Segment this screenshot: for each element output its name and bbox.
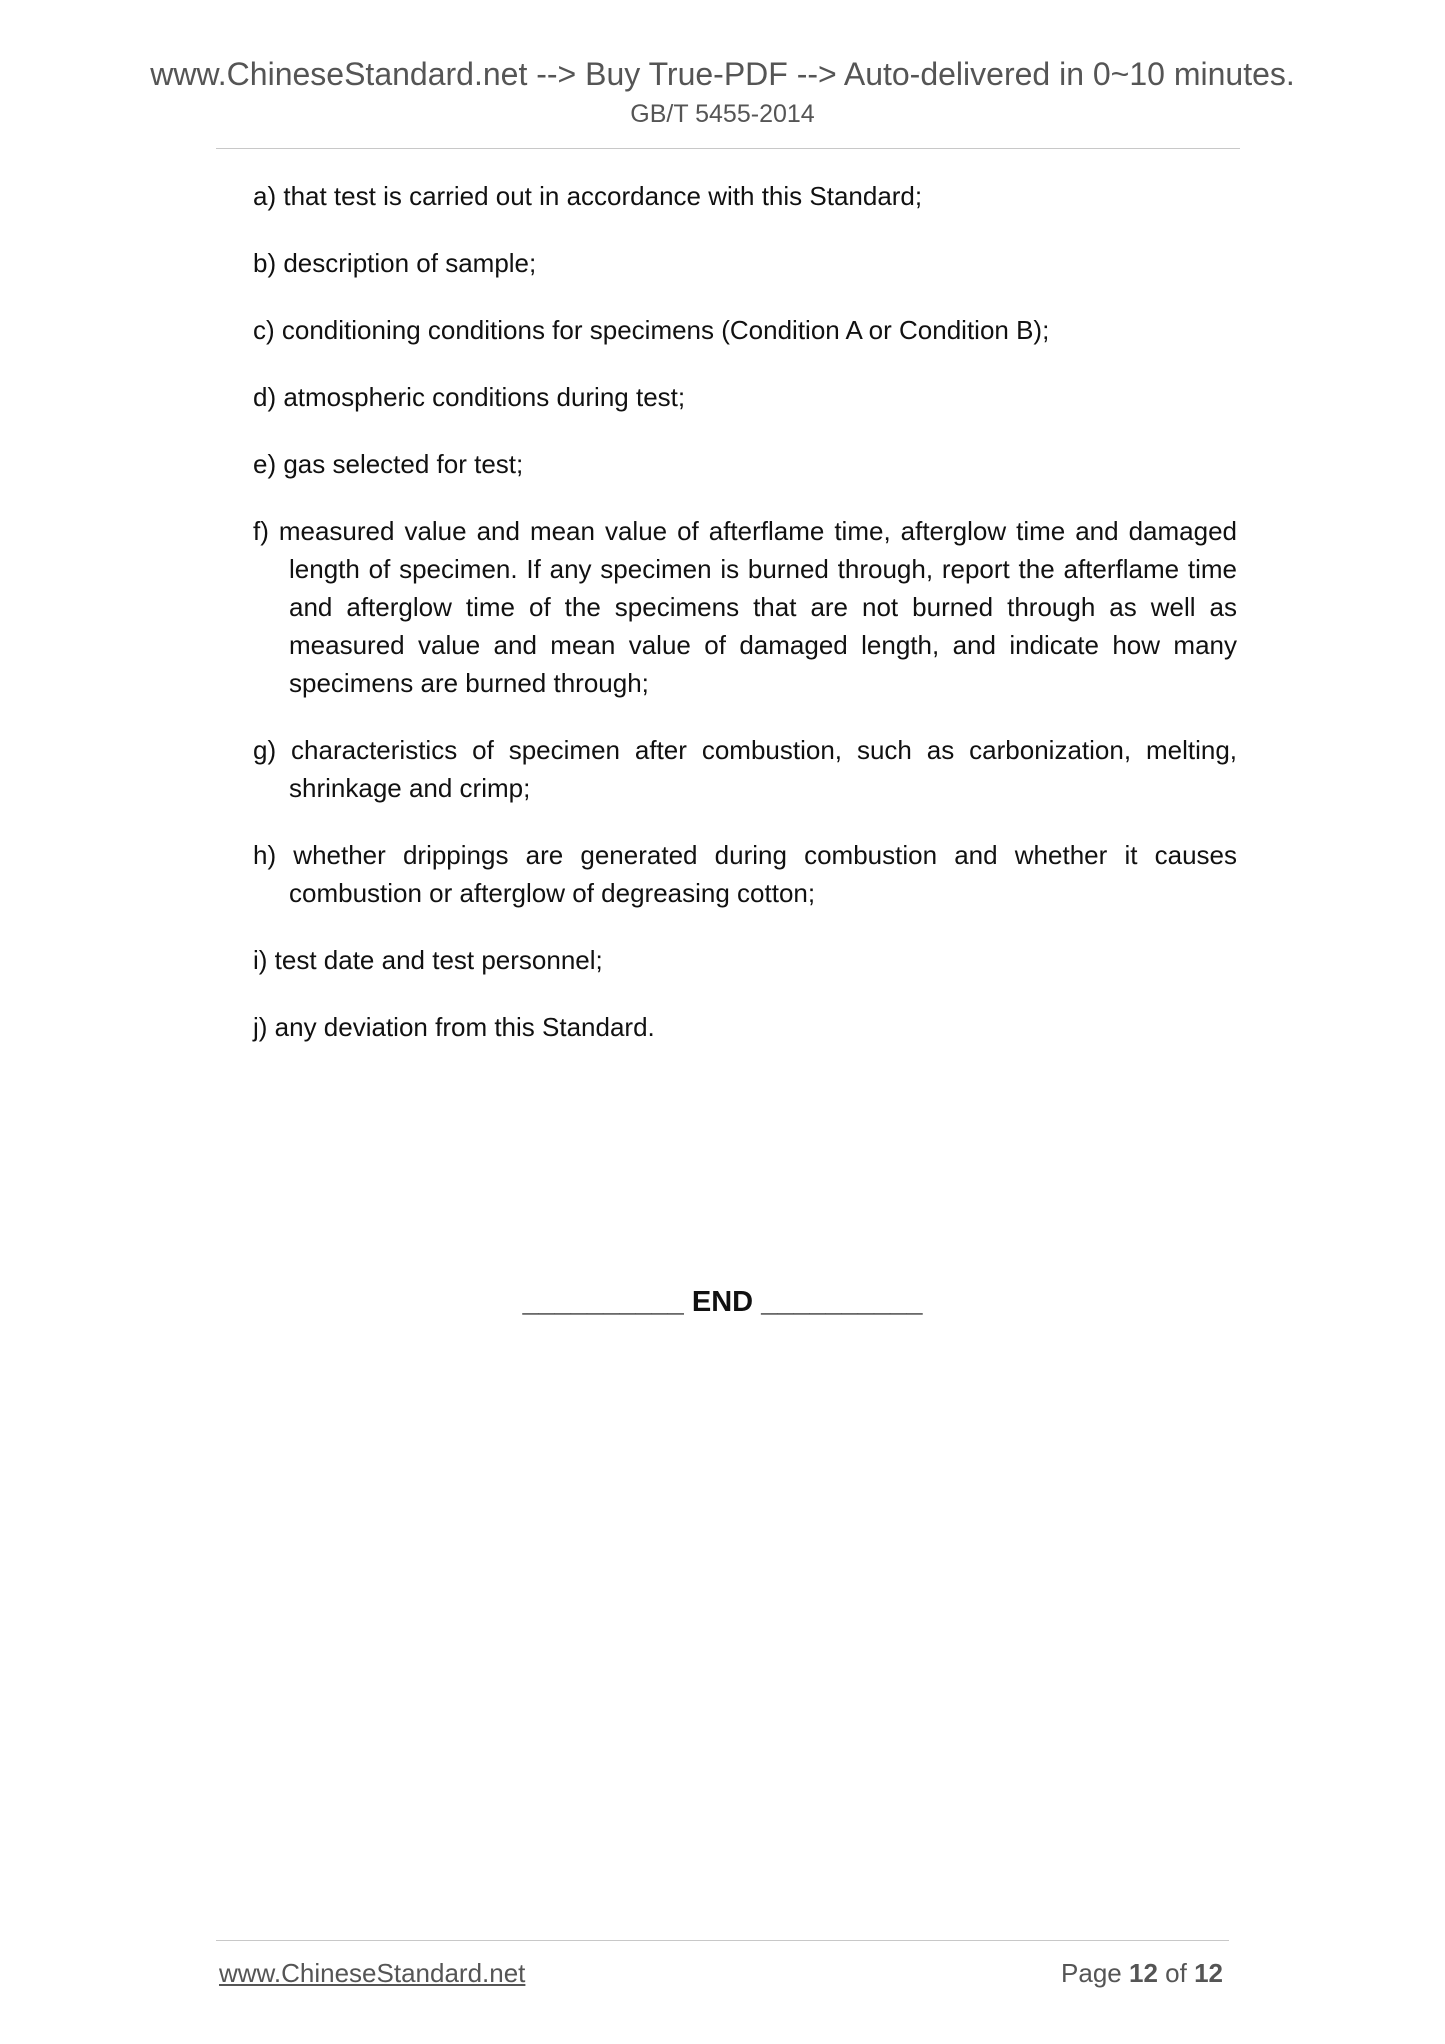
list-item: j) any deviation from this Standard. [253,1012,655,1042]
page-of: of [1165,1958,1187,1988]
list-item: h) whether drippings are generated during combustion and whether it causes combustion or afterglow of degreasing cotton; [253,840,1237,908]
list-item: a) that test is carried out in accordance with this Standard; [253,181,923,211]
list-item: g) characteristics of specimen after combustion, such as carbonization, melting, shrinkage and crimp; [253,735,1237,803]
footer-site-link[interactable]: www.ChineseStandard.net [219,1958,526,1988]
list-item: i) test date and test personnel; [253,945,603,975]
page-label: Page [1061,1958,1122,1988]
list-item: b) description of sample; [253,248,537,278]
header-banner: www.ChineseStandard.net --> Buy True-PDF --> Auto-delivered in 0~10 minutes. [150,56,1295,92]
list-item: f) measured value and mean value of afterflame time, afterglow time and damaged length of specimen. If any specimen is burned through, report the afterflame time and afterglow time of the specimens that are not burned through as well as measured value and mean value of damaged length, and indicate how many specimens are burned through; [253,516,1237,698]
report-items-list [253,177,1237,1075]
page-indicator [1061,1957,1223,1989]
list-item: e) gas selected for test; [253,449,524,479]
standard-code: GB/T 5455-2014 [630,100,815,128]
header-divider [216,148,1240,149]
list-item: c) conditioning conditions for specimens (Condition A or Condition B); [253,315,1050,345]
page-current: 12 [1129,1958,1158,1988]
end-marker: __________ END __________ [522,1286,923,1318]
footer-divider [216,1940,1229,1941]
list-item: d) atmospheric conditions during test; [253,382,686,412]
page-total: 12 [1194,1958,1223,1988]
